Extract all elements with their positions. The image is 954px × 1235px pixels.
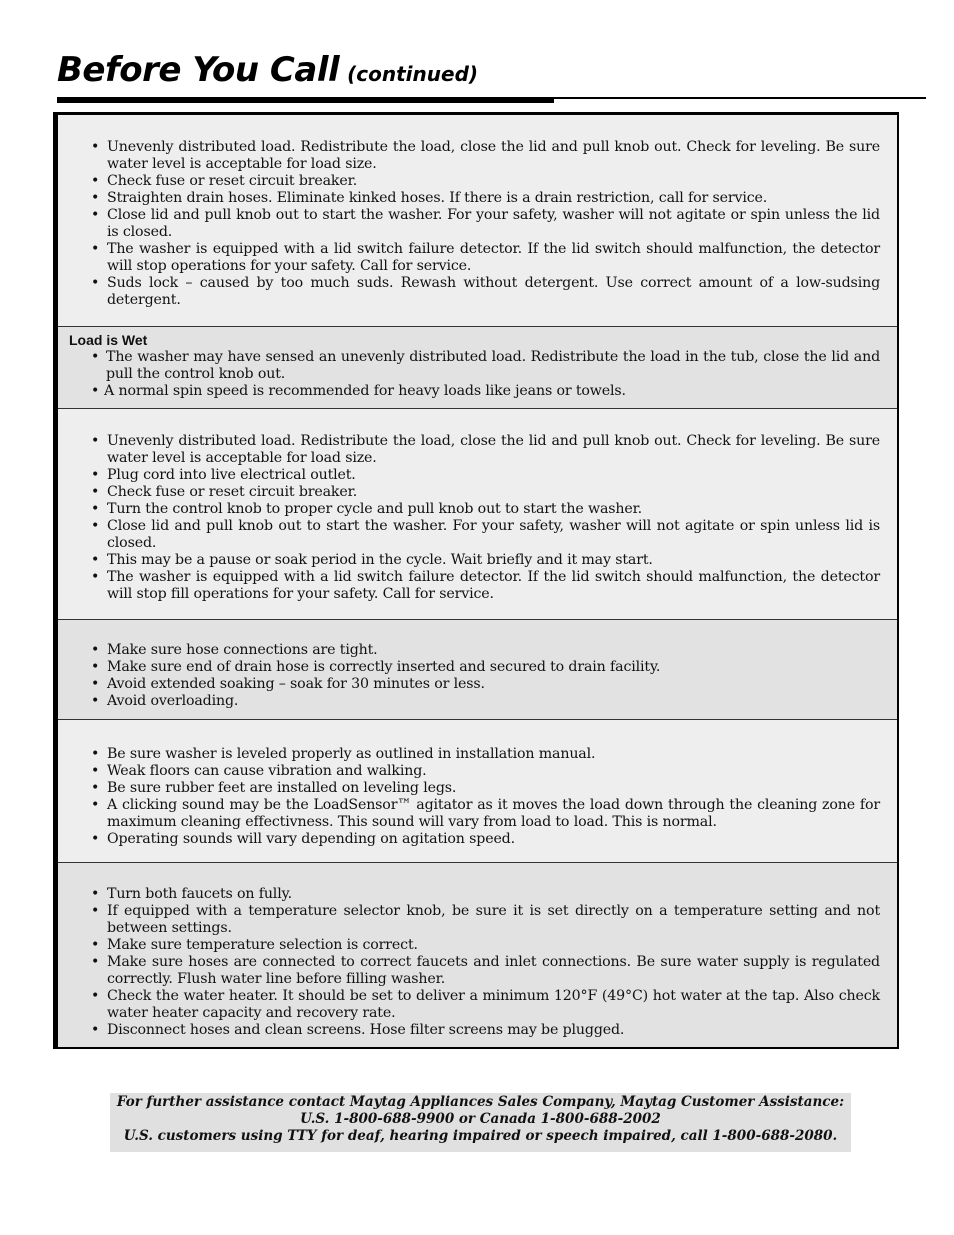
list-item: • Straighten drain hoses. Eliminate kinked hoses. If there is a drain restriction, call for service. — [71, 190, 880, 207]
list-item: • The washer is equipped with a lid switch failure detector. If the lid switch should malfunction, the detector will stop operations for your safety. Call for service. — [71, 241, 880, 275]
list-item: • Check fuse or reset circuit breaker. — [71, 173, 880, 190]
list-item: • If equipped with a temperature selector knob, be sure it is set directly on a temperature setting and not between settings. — [71, 903, 880, 937]
solution-list — [71, 433, 880, 603]
list-item: • This may be a pause or soak period in the cycle. Wait briefly and it may start. — [71, 552, 880, 569]
header-rule-thin — [554, 97, 926, 99]
section-load-is-wet — [58, 327, 897, 409]
section-1 — [58, 115, 897, 327]
list-item: • Avoid overloading. — [71, 693, 880, 710]
list-item: • Turn both faucets on fully. — [71, 886, 880, 903]
list-item: • Turn the control knob to proper cycle and pull knob out to start the washer. — [71, 501, 880, 518]
list-item: • Close lid and pull knob out to start the washer. For your safety, washer will not agitate or spin unless lid is closed. — [71, 518, 880, 552]
page-header — [57, 50, 478, 90]
solution-list — [71, 139, 880, 309]
list-item: • The washer is equipped with a lid switch failure detector. If the lid switch should malfunction, the detector will stop fill operations for your safety. Call for service. — [71, 569, 880, 603]
section-6 — [58, 863, 897, 1047]
list-item: • Weak floors can cause vibration and walking. — [71, 763, 880, 780]
section-5 — [58, 720, 897, 863]
footer-line-tty: U.S. customers using TTY for deaf, hearing impaired or speech impaired, call 1-800-688-2080. — [123, 1128, 838, 1144]
list-item: • Disconnect hoses and clean screens. Hose filter screens may be plugged. — [71, 1022, 880, 1039]
page-title: Before You Call — [57, 50, 340, 90]
list-item: • A normal spin speed is recommended for heavy loads like jeans or towels. — [71, 383, 880, 400]
solution-list — [71, 886, 880, 1039]
list-item: • Operating sounds will vary depending on agitation speed. — [71, 831, 880, 848]
list-item: • Unevenly distributed load. Redistribute the load, close the lid and pull knob out. Check for leveling. Be sure water level is acceptable for load size. — [71, 433, 880, 467]
solution-list — [71, 349, 880, 400]
section-4 — [58, 620, 897, 720]
solution-list — [71, 746, 880, 848]
list-item: • Avoid extended soaking – soak for 30 minutes or less. — [71, 676, 880, 693]
list-item: • Be sure rubber feet are installed on leveling legs. — [71, 780, 880, 797]
list-item: • Make sure hoses are connected to correct faucets and inlet connections. Be sure water supply is regulated correctly. Flush water line before filling washer. — [71, 954, 880, 988]
list-item: • Plug cord into live electrical outlet. — [71, 467, 880, 484]
solution-list — [71, 642, 880, 710]
section-title: Load is Wet — [69, 332, 148, 348]
list-item: • Make sure temperature selection is correct. — [71, 937, 880, 954]
header-rule-thick — [57, 97, 554, 103]
troubleshooting-table — [53, 112, 899, 1049]
list-item: • Be sure washer is leveled properly as outlined in installation manual. — [71, 746, 880, 763]
list-item: • Suds lock – caused by too much suds. Rewash without detergent. Use correct amount of a low-sudsing detergent. — [71, 275, 880, 309]
list-item: • Check the water heater. It should be set to deliver a minimum 120°F (49°C) hot water at the tap. Also check water heater capacity and recovery rate. — [71, 988, 880, 1022]
list-item: • Check fuse or reset circuit breaker. — [71, 484, 880, 501]
list-item: • The washer may have sensed an unevenly distributed load. Redistribute the load in the tub, close the lid and pull the control knob out. — [71, 349, 880, 383]
footer-line-phone: U.S. 1-800-688-9900 or Canada 1-800-688-2002 — [300, 1111, 661, 1127]
assistance-footer — [110, 1093, 851, 1152]
page-subtitle: (continued) — [347, 62, 479, 86]
list-item: • Make sure end of drain hose is correctly inserted and secured to drain facility. — [71, 659, 880, 676]
footer-line-contact: For further assistance contact Maytag Appliances Sales Company, Maytag Customer Assistance: — [116, 1094, 845, 1110]
list-item: • A clicking sound may be the LoadSensor™ agitator as it moves the load down through the cleaning zone for maximum cleaning effectivness. This sound will vary from load to load. This is normal. — [71, 797, 880, 831]
list-item: • Close lid and pull knob out to start the washer. For your safety, washer will not agitate or spin unless the lid is closed. — [71, 207, 880, 241]
list-item: • Make sure hose connections are tight. — [71, 642, 880, 659]
list-item: • Unevenly distributed load. Redistribute the load, close the lid and pull knob out. Check for leveling. Be sure water level is acceptable for load size. — [71, 139, 880, 173]
section-3 — [58, 409, 897, 620]
